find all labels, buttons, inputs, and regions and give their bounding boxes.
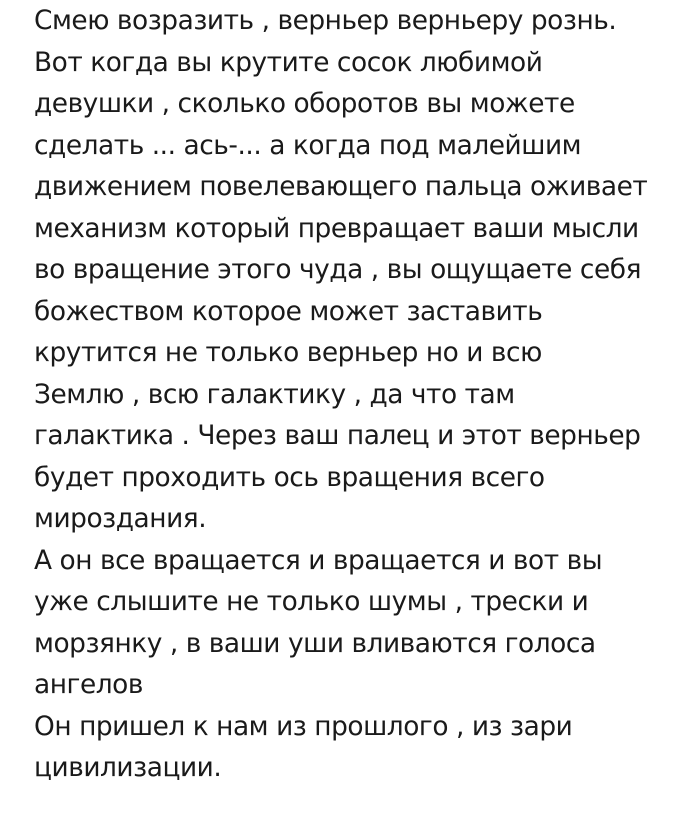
text-line: галактика . Через ваш палец и этот верньер bbox=[34, 420, 641, 451]
text-line: мироздания. bbox=[34, 503, 207, 534]
text-line: А он все вращается и вращается и вот вы bbox=[34, 544, 603, 576]
text-line: ангелов bbox=[34, 669, 143, 700]
text-line: морзянку , в ваши уши вливаются голоса bbox=[34, 627, 596, 659]
text-line: движением повелевающего пальца оживает bbox=[34, 171, 648, 202]
text-line: Смею возразить , верньер верньеру рознь. bbox=[34, 5, 617, 36]
text-line: Землю , всю галактику , да что там bbox=[34, 378, 515, 410]
text-line: во вращение этого чуда , вы ощущаете себя bbox=[34, 254, 642, 285]
text-line: цивилизации. bbox=[34, 752, 222, 783]
text-body bbox=[34, 0, 694, 789]
text-line: Он пришел к нам из прошлого , из зари bbox=[34, 710, 573, 742]
text-line: крутится не только верньер но и всю bbox=[34, 337, 542, 368]
text-line: будет проходить ось вращения всего bbox=[34, 461, 545, 493]
text-line: уже слышите не только шумы , трески и bbox=[34, 586, 589, 617]
text-line: Вот когда вы крутите сосок любимой bbox=[34, 46, 543, 78]
text-line: девушки , сколько оборотов вы можете bbox=[34, 88, 575, 119]
text-line: сделать ... ась-... а когда под малейшим bbox=[34, 129, 582, 161]
text-line: божеством которое может заставить bbox=[34, 295, 543, 327]
text-line: механизм который превращает ваши мысли bbox=[34, 212, 639, 244]
